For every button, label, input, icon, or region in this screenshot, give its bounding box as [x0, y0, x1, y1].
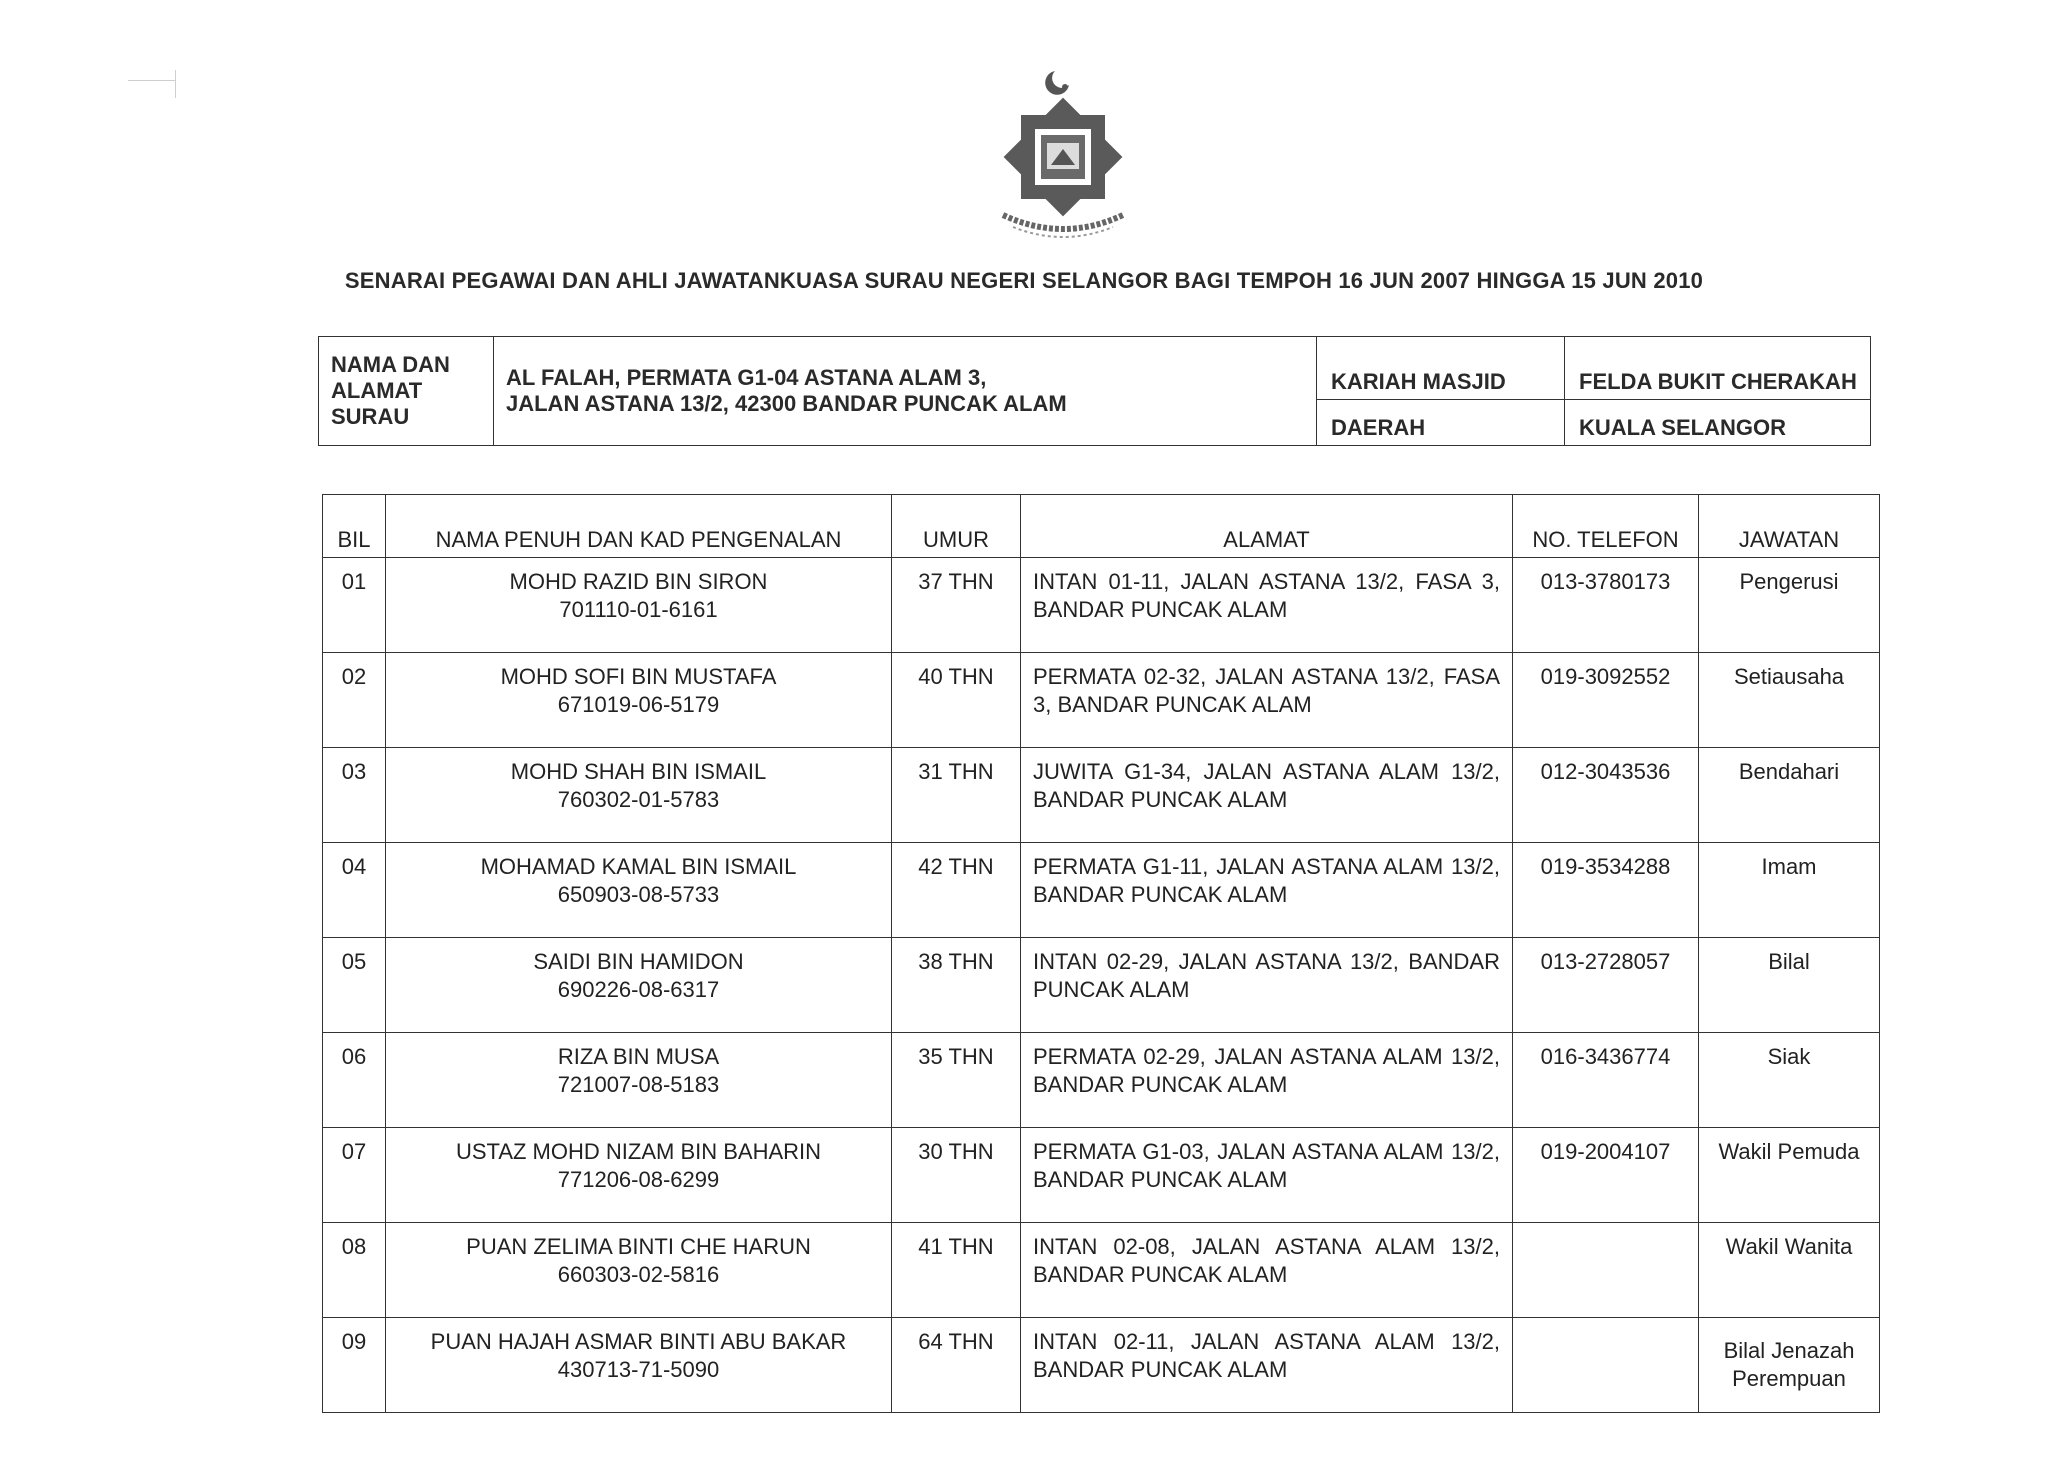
header-nama: NAMA PENUH DAN KAD PENGENALAN: [386, 495, 892, 558]
member-name: MOHAMAD KAMAL BIN ISMAIL: [480, 854, 797, 879]
kariah-value: FELDA BUKIT CHERAKAH: [1565, 337, 1871, 400]
member-name: SAIDI BIN HAMIDON: [533, 949, 744, 974]
table-row: [323, 748, 1880, 843]
member-ic: 760302-01-5783: [557, 787, 720, 812]
majlis-agama-islam-selangor-emblem-icon: [983, 65, 1143, 240]
cell-alamat: PERMATA G1-03, JALAN ASTANA ALAM 13/2, BANDAR PUNCAK ALAM: [1021, 1128, 1513, 1223]
table-row: [323, 1318, 1880, 1413]
kariah-label: KARIAH MASJID: [1317, 337, 1565, 400]
cell-bil: 03: [323, 748, 386, 843]
cell-umur: 40 THN: [892, 653, 1021, 748]
address-line: AL FALAH, PERMATA G1-04 ASTANA ALAM 3,: [506, 365, 987, 390]
surau-name-address-label: [319, 337, 494, 446]
cell-jawatan: Bendahari: [1699, 748, 1880, 843]
committee-table: [322, 494, 1880, 1413]
document-title: SENARAI PEGAWAI DAN AHLI JAWATANKUASA SURAU NEGERI SELANGOR BAGI TEMPOH 16 JUN 2007 HINGGA 15 JUN 2010: [344, 268, 1704, 293]
cell-telefon: [1513, 1318, 1699, 1413]
cell-jawatan: Siak: [1699, 1033, 1880, 1128]
table-row: [323, 653, 1880, 748]
cell-nama: [386, 653, 892, 748]
cell-bil: 07: [323, 1128, 386, 1223]
header-alamat: ALAMAT: [1021, 495, 1513, 558]
cell-jawatan: Wakil Wanita: [1699, 1223, 1880, 1318]
scan-mark: [175, 70, 176, 98]
cell-umur: 64 THN: [892, 1318, 1021, 1413]
cell-alamat: INTAN 02-11, JALAN ASTANA ALAM 13/2, BANDAR PUNCAK ALAM: [1021, 1318, 1513, 1413]
cell-nama: [386, 558, 892, 653]
table-row: [323, 558, 1880, 653]
member-name: MOHD SHAH BIN ISMAIL: [510, 759, 767, 784]
member-ic: 701110-01-6161: [559, 597, 718, 622]
cell-bil: 05: [323, 938, 386, 1033]
cell-jawatan: Bilal: [1699, 938, 1880, 1033]
cell-jawatan: Pengerusi: [1699, 558, 1880, 653]
header-jawatan: JAWATAN: [1699, 495, 1880, 558]
cell-nama: [386, 843, 892, 938]
cell-nama: [386, 1128, 892, 1223]
cell-alamat: PERMATA G1-11, JALAN ASTANA ALAM 13/2, BANDAR PUNCAK ALAM: [1021, 843, 1513, 938]
cell-nama: [386, 938, 892, 1033]
cell-umur: 42 THN: [892, 843, 1021, 938]
cell-alamat: INTAN 01-11, JALAN ASTANA 13/2, FASA 3, BANDAR PUNCAK ALAM: [1021, 558, 1513, 653]
member-name: PUAN HAJAH ASMAR BINTI ABU BAKAR: [430, 1329, 847, 1354]
cell-umur: 35 THN: [892, 1033, 1021, 1128]
cell-telefon: 019-2004107: [1513, 1128, 1699, 1223]
table-row: [323, 1033, 1880, 1128]
header-telefon: NO. TELEFON: [1513, 495, 1699, 558]
table-row: [323, 1223, 1880, 1318]
table-row: [323, 1128, 1880, 1223]
cell-telefon: 012-3043536: [1513, 748, 1699, 843]
table-header-row: [323, 495, 1880, 558]
cell-nama: [386, 748, 892, 843]
cell-alamat: PERMATA 02-32, JALAN ASTANA 13/2, FASA 3, BANDAR PUNCAK ALAM: [1021, 653, 1513, 748]
label-line: SURAU: [331, 404, 410, 429]
member-ic: 650903-08-5733: [557, 882, 720, 907]
cell-alamat: PERMATA 02-29, JALAN ASTANA ALAM 13/2, BANDAR PUNCAK ALAM: [1021, 1033, 1513, 1128]
member-name: USTAZ MOHD NIZAM BIN BAHARIN: [455, 1139, 822, 1164]
cell-umur: 30 THN: [892, 1128, 1021, 1223]
cell-jawatan: Imam: [1699, 843, 1880, 938]
cell-bil: 08: [323, 1223, 386, 1318]
cell-umur: 37 THN: [892, 558, 1021, 653]
cell-jawatan: Setiausaha: [1699, 653, 1880, 748]
cell-umur: 31 THN: [892, 748, 1021, 843]
cell-telefon: 016-3436774: [1513, 1033, 1699, 1128]
cell-bil: 04: [323, 843, 386, 938]
cell-jawatan: Bilal Jenazah Perempuan: [1699, 1318, 1880, 1413]
cell-telefon: [1513, 1223, 1699, 1318]
cell-bil: 06: [323, 1033, 386, 1128]
cell-bil: 02: [323, 653, 386, 748]
member-name: PUAN ZELIMA BINTI CHE HARUN: [466, 1234, 811, 1259]
member-name: MOHD RAZID BIN SIRON: [509, 569, 768, 594]
cell-telefon: 013-2728057: [1513, 938, 1699, 1033]
member-ic: 660303-02-5816: [557, 1262, 720, 1287]
surau-info-table: [318, 336, 1871, 446]
cell-nama: [386, 1223, 892, 1318]
table-row: [323, 938, 1880, 1033]
cell-alamat: JUWITA G1-34, JALAN ASTANA ALAM 13/2, BANDAR PUNCAK ALAM: [1021, 748, 1513, 843]
member-ic: 671019-06-5179: [557, 692, 720, 717]
header-umur: UMUR: [892, 495, 1021, 558]
cell-bil: 09: [323, 1318, 386, 1413]
member-ic: 771206-08-6299: [557, 1167, 720, 1192]
member-ic: 721007-08-5183: [557, 1072, 720, 1097]
table-row: [323, 843, 1880, 938]
cell-telefon: 019-3092552: [1513, 653, 1699, 748]
cell-jawatan: Wakil Pemuda: [1699, 1128, 1880, 1223]
header-bil: BIL: [323, 495, 386, 558]
member-ic: 690226-08-6317: [557, 977, 720, 1002]
daerah-value: KUALA SELANGOR: [1565, 400, 1871, 446]
member-ic: 430713-71-5090: [557, 1357, 720, 1382]
daerah-label: DAERAH: [1317, 400, 1565, 446]
cell-umur: 41 THN: [892, 1223, 1021, 1318]
label-line: NAMA DAN: [331, 352, 450, 377]
member-name: RIZA BIN MUSA: [557, 1044, 720, 1069]
cell-alamat: INTAN 02-29, JALAN ASTANA 13/2, BANDAR PUNCAK ALAM: [1021, 938, 1513, 1033]
member-name: MOHD SOFI BIN MUSTAFA: [500, 664, 777, 689]
cell-nama: [386, 1033, 892, 1128]
scan-mark: [128, 80, 176, 81]
cell-alamat: INTAN 02-08, JALAN ASTANA ALAM 13/2, BANDAR PUNCAK ALAM: [1021, 1223, 1513, 1318]
label-line: ALAMAT: [331, 378, 423, 403]
address-line: JALAN ASTANA 13/2, 42300 BANDAR PUNCAK ALAM: [506, 391, 1067, 416]
cell-umur: 38 THN: [892, 938, 1021, 1033]
cell-bil: 01: [323, 558, 386, 653]
surau-address: [494, 337, 1317, 446]
cell-nama: [386, 1318, 892, 1413]
cell-telefon: 019-3534288: [1513, 843, 1699, 938]
cell-telefon: 013-3780173: [1513, 558, 1699, 653]
